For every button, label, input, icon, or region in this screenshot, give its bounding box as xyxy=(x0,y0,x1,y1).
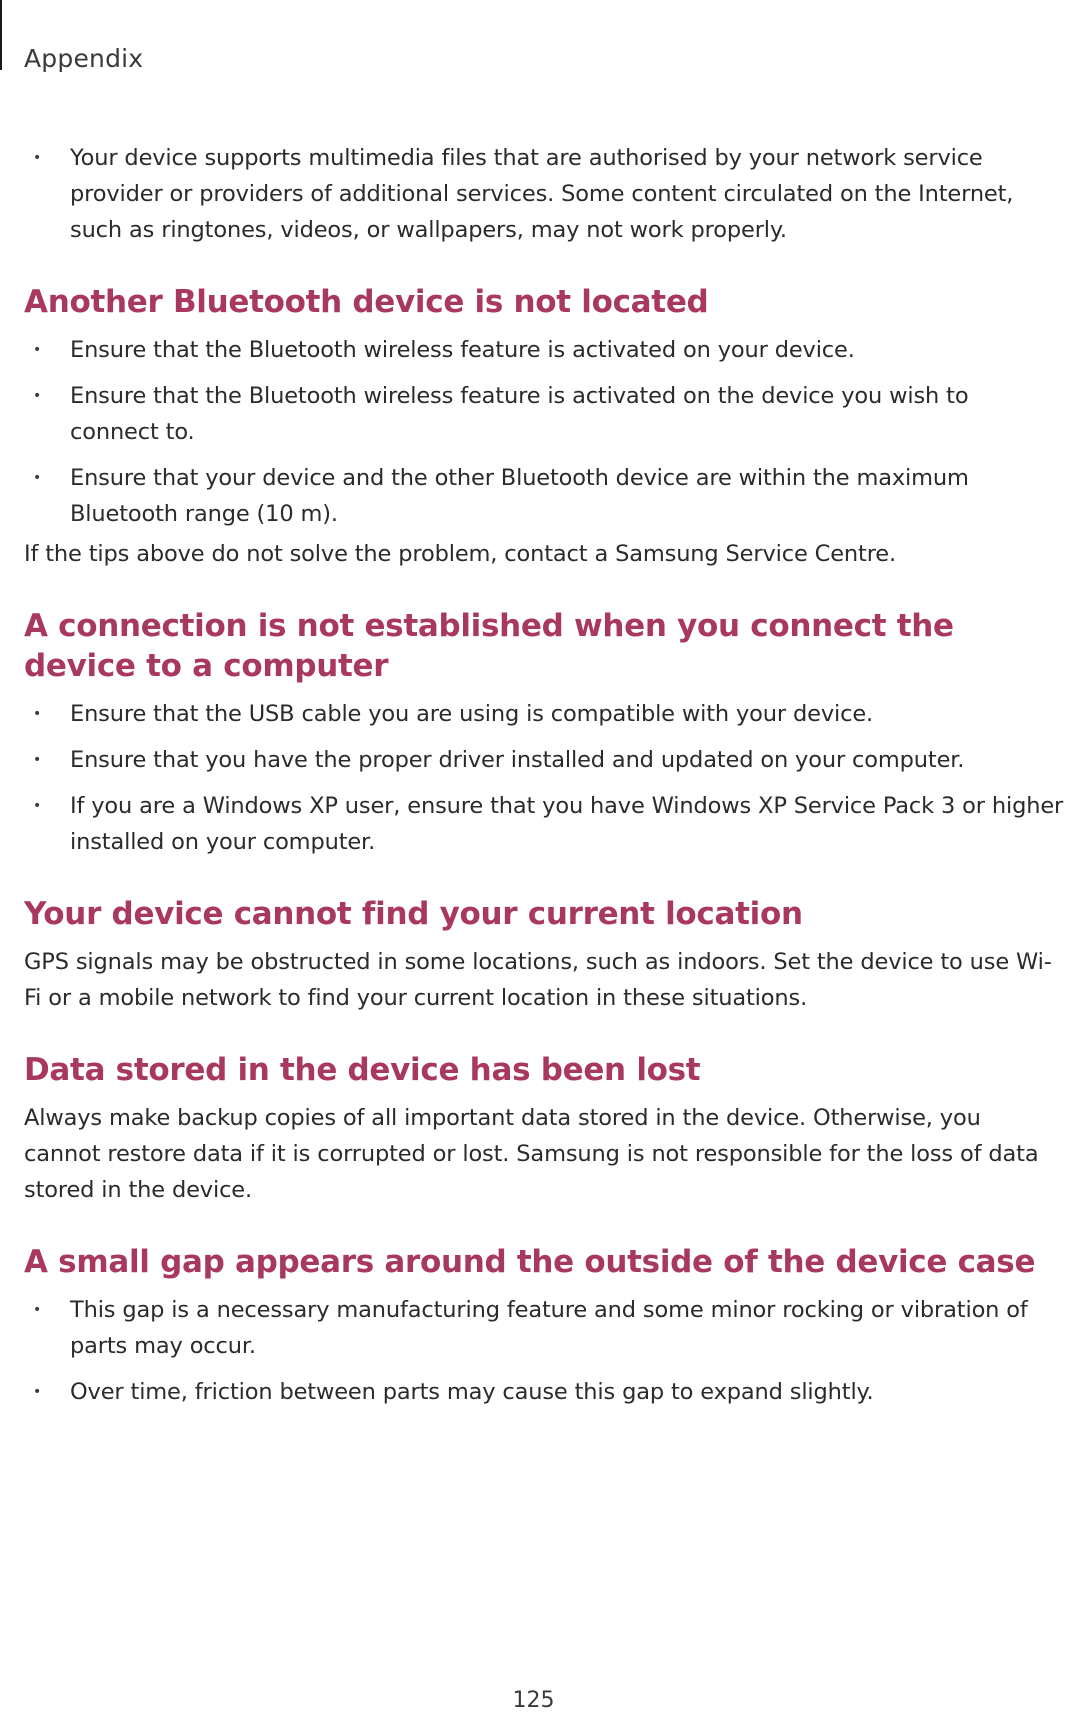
running-header: Appendix xyxy=(24,44,144,73)
bullet-list xyxy=(24,332,1064,532)
bullet-icon: • xyxy=(33,342,42,358)
list-item-text: Ensure that the Bluetooth wireless feature is activated on your device. xyxy=(70,337,855,363)
list-item xyxy=(24,1374,1064,1410)
page-content xyxy=(24,140,1064,1420)
section-paragraph: If the tips above do not solve the problem, contact a Samsung Service Centre. xyxy=(24,541,896,567)
list-item xyxy=(24,742,1064,778)
section-data-lost xyxy=(24,1050,1064,1208)
list-item xyxy=(24,460,1064,532)
bullet-icon: • xyxy=(33,706,42,722)
section-device-case-gap xyxy=(24,1242,1064,1410)
section-computer-connection xyxy=(24,606,1064,860)
list-item-text: This gap is a necessary manufacturing feature and some minor rocking or vibration of parts may occur. xyxy=(70,1297,1028,1359)
bullet-icon: • xyxy=(33,388,42,404)
section-location xyxy=(24,894,1064,1016)
list-item xyxy=(24,1292,1064,1364)
list-item xyxy=(24,378,1064,450)
section-heading: Data stored in the device has been lost xyxy=(24,1052,701,1088)
list-item-text: Ensure that the Bluetooth wireless feature is activated on the device you wish to connect to. xyxy=(70,383,969,445)
page-number: 125 xyxy=(512,1688,555,1713)
intro-bullet-list xyxy=(24,140,1064,248)
list-item-text: Your device supports multimedia files that are authorised by your network service provider or providers of additional services. Some content circulated on the Internet, such as ringtones, videos, or wallpapers, may not work properly. xyxy=(70,145,1014,243)
section-paragraph: Always make backup copies of all important data stored in the device. Otherwise, you cannot restore data if it is corrupted or lost. Samsung is not responsible for the loss of data stored in the device. xyxy=(24,1105,1039,1203)
list-item xyxy=(24,332,1064,368)
list-item-text: Over time, friction between parts may cause this gap to expand slightly. xyxy=(70,1379,874,1405)
section-heading: A small gap appears around the outside of the device case xyxy=(24,1244,1036,1280)
page-edge-rule xyxy=(0,0,2,70)
bullet-icon: • xyxy=(33,752,42,768)
bullet-list xyxy=(24,696,1064,860)
list-item xyxy=(24,696,1064,732)
bullet-icon: • xyxy=(33,470,42,486)
section-bluetooth-not-located xyxy=(24,282,1064,572)
bullet-icon: • xyxy=(33,798,42,814)
bullet-list xyxy=(24,1292,1064,1410)
bullet-icon: • xyxy=(33,1384,42,1400)
list-item-text: Ensure that you have the proper driver installed and updated on your computer. xyxy=(70,747,965,773)
bullet-icon: • xyxy=(33,1302,42,1318)
list-item-text: Ensure that your device and the other Bluetooth device are within the maximum Bluetooth range (10 m). xyxy=(70,465,969,527)
bullet-icon: • xyxy=(33,150,42,166)
section-paragraph: GPS signals may be obstructed in some locations, such as indoors. Set the device to use Wi-Fi or a mobile network to find your current location in these situations. xyxy=(24,949,1052,1011)
section-heading: Another Bluetooth device is not located xyxy=(24,284,709,320)
list-item xyxy=(24,140,1064,248)
list-item-text: Ensure that the USB cable you are using is compatible with your device. xyxy=(70,701,874,727)
list-item xyxy=(24,788,1064,860)
section-heading: Your device cannot find your current location xyxy=(24,896,803,932)
section-heading: A connection is not established when you connect the device to a computer xyxy=(24,608,954,684)
list-item-text: If you are a Windows XP user, ensure that you have Windows XP Service Pack 3 or higher installed on your computer. xyxy=(70,793,1064,855)
